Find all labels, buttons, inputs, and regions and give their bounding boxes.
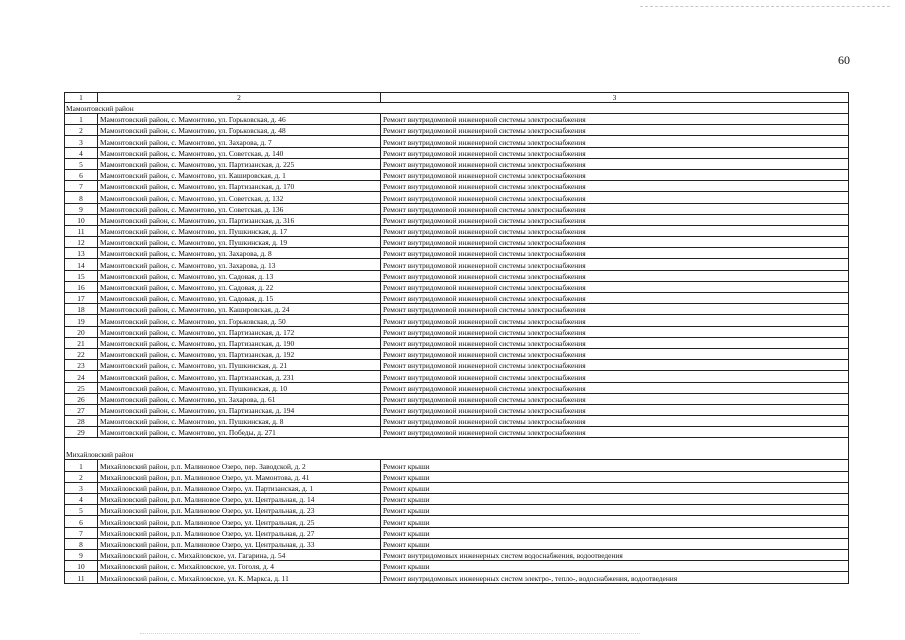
- row-number: 25: [65, 382, 98, 393]
- row-number: 18: [65, 304, 98, 315]
- work-type-cell: Ремонт внутридомовой инженерной системы электроснабжения: [381, 293, 849, 304]
- row-number: 1: [65, 460, 98, 471]
- row-number: 22: [65, 348, 98, 359]
- table-row: [65, 125, 849, 136]
- row-number: 12: [65, 237, 98, 248]
- table-row: [65, 203, 849, 214]
- table-row: [65, 237, 849, 248]
- work-type-cell: Ремонт внутридомовой инженерной системы электроснабжения: [381, 192, 849, 203]
- address-cell: Мамонтовский район, с. Мамонтово, ул. Пушкинская, д. 17: [98, 225, 381, 236]
- row-number: 13: [65, 248, 98, 259]
- work-type-cell: Ремонт внутридомовой инженерной системы электроснабжения: [381, 348, 849, 359]
- work-type-cell: Ремонт крыши: [381, 561, 849, 572]
- row-number: 11: [65, 572, 98, 583]
- section-title: Мамонтовский район: [65, 103, 849, 114]
- row-number: 9: [65, 549, 98, 560]
- header-cell-1: 1: [65, 93, 98, 103]
- table-row: [65, 136, 849, 147]
- address-cell: Мамонтовский район, с. Мамонтово, ул. Партизанская, д. 172: [98, 326, 381, 337]
- work-type-cell: Ремонт внутридомовых инженерных систем водоснабжения, водоотведения: [381, 549, 849, 560]
- work-type-cell: Ремонт внутридомовой инженерной системы электроснабжения: [381, 225, 849, 236]
- table-row: [65, 293, 849, 304]
- row-number: 23: [65, 360, 98, 371]
- row-number: 7: [65, 527, 98, 538]
- row-number: 9: [65, 203, 98, 214]
- address-cell: Михайловский район, р.п. Малиновое Озеро, пер. Заводской, д. 2: [98, 460, 381, 471]
- address-cell: Мамонтовский район, с. Мамонтово, ул. Партизанская, д. 316: [98, 214, 381, 225]
- table-row: [65, 169, 849, 180]
- address-cell: Мамонтовский район, с. Мамонтово, ул. Горьковская, д. 50: [98, 315, 381, 326]
- section-spacer: [65, 438, 849, 450]
- row-number: 6: [65, 169, 98, 180]
- table-row: [65, 248, 849, 259]
- row-number: 17: [65, 293, 98, 304]
- work-type-cell: Ремонт внутридомовой инженерной системы электроснабжения: [381, 214, 849, 225]
- address-cell: Мамонтовский район, с. Мамонтово, ул. Садовая, д. 13: [98, 270, 381, 281]
- table-row: [65, 482, 849, 493]
- row-number: 29: [65, 427, 98, 438]
- table-row: [65, 561, 849, 572]
- row-number: 10: [65, 214, 98, 225]
- table-row: [65, 416, 849, 427]
- work-type-cell: Ремонт внутридомовой инженерной системы электроснабжения: [381, 125, 849, 136]
- row-number: 5: [65, 158, 98, 169]
- work-type-cell: Ремонт внутридомовой инженерной системы электроснабжения: [381, 337, 849, 348]
- table-header-row: [65, 93, 849, 103]
- table-row: [65, 181, 849, 192]
- row-number: 28: [65, 416, 98, 427]
- address-cell: Мамонтовский район, с. Мамонтово, ул. Захарова, д. 13: [98, 259, 381, 270]
- row-number: 4: [65, 147, 98, 158]
- table-row: [65, 549, 849, 560]
- table-row: [65, 538, 849, 549]
- row-number: 5: [65, 505, 98, 516]
- address-cell: Михайловский район, р.п. Малиновое Озеро, ул. Центральная, д. 33: [98, 538, 381, 549]
- address-cell: Мамонтовский район, с. Мамонтово, ул. Кашировская, д. 24: [98, 304, 381, 315]
- work-type-cell: Ремонт крыши: [381, 460, 849, 471]
- table-row: [65, 114, 849, 125]
- row-number: 3: [65, 136, 98, 147]
- work-type-cell: Ремонт внутридомовой инженерной системы электроснабжения: [381, 158, 849, 169]
- address-cell: Мамонтовский район, с. Мамонтово, ул. Советская, д. 140: [98, 147, 381, 158]
- row-number: 15: [65, 270, 98, 281]
- table-row: [65, 337, 849, 348]
- address-cell: Мамонтовский район, с. Мамонтово, ул. Садовая, д. 22: [98, 281, 381, 292]
- row-number: 16: [65, 281, 98, 292]
- work-type-cell: Ремонт внутридомовой инженерной системы электроснабжения: [381, 416, 849, 427]
- work-type-cell: Ремонт внутридомовой инженерной системы электроснабжения: [381, 404, 849, 415]
- table-row: [65, 516, 849, 527]
- table-row: [65, 192, 849, 203]
- address-cell: Михайловский район, р.п. Малиновое Озеро, ул. Центральная, д. 14: [98, 494, 381, 505]
- address-cell: Михайловский район, с. Михайловское, ул. Гоголя, д. 4: [98, 561, 381, 572]
- table-row: [65, 393, 849, 404]
- table-row: [65, 348, 849, 359]
- address-cell: Михайловский район, р.п. Малиновое Озеро, ул. Партизанская, д. 1: [98, 482, 381, 493]
- address-cell: Михайловский район, р.п. Малиновое Озеро, ул. Центральная, д. 27: [98, 527, 381, 538]
- table-row: [65, 427, 849, 438]
- work-type-cell: Ремонт крыши: [381, 505, 849, 516]
- row-number: 11: [65, 225, 98, 236]
- address-cell: Мамонтовский район, с. Мамонтово, ул. Партизанская, д. 231: [98, 371, 381, 382]
- address-cell: Мамонтовский район, с. Мамонтово, ул. Захарова, д. 7: [98, 136, 381, 147]
- row-number: 19: [65, 315, 98, 326]
- row-number: 26: [65, 393, 98, 404]
- address-cell: Мамонтовский район, с. Мамонтово, ул. Горьковская, д. 48: [98, 125, 381, 136]
- table-row: [65, 281, 849, 292]
- table-row: [65, 527, 849, 538]
- page-number: 60: [838, 53, 850, 67]
- work-type-cell: Ремонт внутридомовой инженерной системы электроснабжения: [381, 203, 849, 214]
- work-type-cell: Ремонт внутридомовой инженерной системы электроснабжения: [381, 147, 849, 158]
- row-number: 14: [65, 259, 98, 270]
- table-row: [65, 259, 849, 270]
- row-number: 20: [65, 326, 98, 337]
- work-type-cell: Ремонт внутридомовой инженерной системы электроснабжения: [381, 248, 849, 259]
- table-body: [65, 93, 849, 584]
- address-cell: Мамонтовский район, с. Мамонтово, ул. Захарова, д. 8: [98, 248, 381, 259]
- address-cell: Михайловский район, с. Михайловское, ул. К. Маркса, д. 11: [98, 572, 381, 583]
- row-number: 8: [65, 192, 98, 203]
- bottom-scan-noise: [140, 633, 640, 634]
- work-type-cell: Ремонт внутридомовой инженерной системы электроснабжения: [381, 371, 849, 382]
- work-type-cell: Ремонт внутридомовой инженерной системы электроснабжения: [381, 270, 849, 281]
- work-type-cell: Ремонт крыши: [381, 494, 849, 505]
- table-row: [65, 404, 849, 415]
- row-number: 2: [65, 471, 98, 482]
- table-row: [65, 270, 849, 281]
- address-cell: Михайловский район, р.п. Малиновое Озеро, ул. Центральная, д. 25: [98, 516, 381, 527]
- work-type-cell: Ремонт крыши: [381, 482, 849, 493]
- section-title-row: [65, 103, 849, 114]
- work-type-cell: Ремонт внутридомовой инженерной системы электроснабжения: [381, 259, 849, 270]
- work-type-cell: Ремонт внутридомовой инженерной системы электроснабжения: [381, 114, 849, 125]
- address-cell: Михайловский район, р.п. Малиновое Озеро, ул. Центральная, д. 23: [98, 505, 381, 516]
- row-number: 10: [65, 561, 98, 572]
- address-cell: Мамонтовский район, с. Мамонтово, ул. Партизанская, д. 225: [98, 158, 381, 169]
- row-number: 21: [65, 337, 98, 348]
- row-number: 6: [65, 516, 98, 527]
- table-row: [65, 225, 849, 236]
- table-row: [65, 326, 849, 337]
- table-row: [65, 214, 849, 225]
- table-row: [65, 304, 849, 315]
- work-type-cell: Ремонт внутридомовой инженерной системы электроснабжения: [381, 181, 849, 192]
- row-number: 8: [65, 538, 98, 549]
- work-type-cell: Ремонт внутридомовой инженерной системы электроснабжения: [381, 315, 849, 326]
- work-type-cell: Ремонт внутридомовой инженерной системы электроснабжения: [381, 382, 849, 393]
- table-row: [65, 315, 849, 326]
- row-number: 7: [65, 181, 98, 192]
- work-type-cell: Ремонт крыши: [381, 516, 849, 527]
- address-cell: Мамонтовский район, с. Мамонтово, ул. Советская, д. 136: [98, 203, 381, 214]
- address-cell: Мамонтовский район, с. Мамонтово, ул. Партизанская, д. 192: [98, 348, 381, 359]
- address-cell: Мамонтовский район, с. Мамонтово, ул. Партизанская, д. 194: [98, 404, 381, 415]
- table-row: [65, 505, 849, 516]
- work-type-cell: Ремонт внутридомовой инженерной системы электроснабжения: [381, 169, 849, 180]
- row-number: 24: [65, 371, 98, 382]
- address-cell: Мамонтовский район, с. Мамонтово, ул. Пушкинская, д. 8: [98, 416, 381, 427]
- address-cell: Мамонтовский район, с. Мамонтово, ул. Кашировская, д. 1: [98, 169, 381, 180]
- work-type-cell: Ремонт внутридомовой инженерной системы электроснабжения: [381, 304, 849, 315]
- work-type-cell: Ремонт внутридомовой инженерной системы электроснабжения: [381, 237, 849, 248]
- work-type-cell: Ремонт внутридомовой инженерной системы электроснабжения: [381, 136, 849, 147]
- table-row: [65, 382, 849, 393]
- work-type-cell: Ремонт внутридомовых инженерных систем электро-, тепло-, водоснабжения, водоотведения: [381, 572, 849, 583]
- row-number: 4: [65, 494, 98, 505]
- address-cell: Михайловский район, с. Михайловское, ул. Гагарина, д. 54: [98, 549, 381, 560]
- table-row: [65, 494, 849, 505]
- section-title: Михайловский район: [65, 449, 849, 460]
- address-cell: Мамонтовский район, с. Мамонтово, ул. Партизанская, д. 170: [98, 181, 381, 192]
- work-type-cell: Ремонт внутридомовой инженерной системы электроснабжения: [381, 427, 849, 438]
- work-type-cell: Ремонт крыши: [381, 527, 849, 538]
- address-cell: Мамонтовский район, с. Мамонтово, ул. Захарова, д. 61: [98, 393, 381, 404]
- row-number: 3: [65, 482, 98, 493]
- top-scan-rule: [640, 6, 890, 7]
- address-cell: Мамонтовский район, с. Мамонтово, ул. Партизанская, д. 190: [98, 337, 381, 348]
- section-title-row: [65, 449, 849, 460]
- table-row: [65, 147, 849, 158]
- row-number: 2: [65, 125, 98, 136]
- address-cell: Мамонтовский район, с. Мамонтово, ул. Пушкинская, д. 21: [98, 360, 381, 371]
- row-number: 1: [65, 114, 98, 125]
- address-cell: Мамонтовский район, с. Мамонтово, ул. Советская, д. 132: [98, 192, 381, 203]
- table-row: [65, 572, 849, 583]
- table-row: [65, 371, 849, 382]
- work-type-cell: Ремонт крыши: [381, 538, 849, 549]
- header-cell-3: 3: [381, 93, 849, 103]
- table-row: [65, 158, 849, 169]
- repair-list-table: [64, 92, 849, 584]
- address-cell: Мамонтовский район, с. Мамонтово, ул. Пушкинская, д. 10: [98, 382, 381, 393]
- address-cell: Михайловский район, р.п. Малиновое Озеро, ул. Мамонтова, д. 41: [98, 471, 381, 482]
- work-type-cell: Ремонт внутридомовой инженерной системы электроснабжения: [381, 326, 849, 337]
- address-cell: Мамонтовский район, с. Мамонтово, ул. Победы, д. 271: [98, 427, 381, 438]
- header-cell-2: 2: [98, 93, 381, 103]
- address-cell: Мамонтовский район, с. Мамонтово, ул. Садовая, д. 15: [98, 293, 381, 304]
- work-type-cell: Ремонт внутридомовой инженерной системы электроснабжения: [381, 360, 849, 371]
- work-type-cell: Ремонт внутридомовой инженерной системы электроснабжения: [381, 393, 849, 404]
- address-cell: Мамонтовский район, с. Мамонтово, ул. Пушкинская, д. 19: [98, 237, 381, 248]
- table-row: [65, 460, 849, 471]
- work-type-cell: Ремонт крыши: [381, 471, 849, 482]
- address-cell: Мамонтовский район, с. Мамонтово, ул. Горьковская, д. 46: [98, 114, 381, 125]
- table-row: [65, 471, 849, 482]
- row-number: 27: [65, 404, 98, 415]
- work-type-cell: Ремонт внутридомовой инженерной системы электроснабжения: [381, 281, 849, 292]
- table-row: [65, 360, 849, 371]
